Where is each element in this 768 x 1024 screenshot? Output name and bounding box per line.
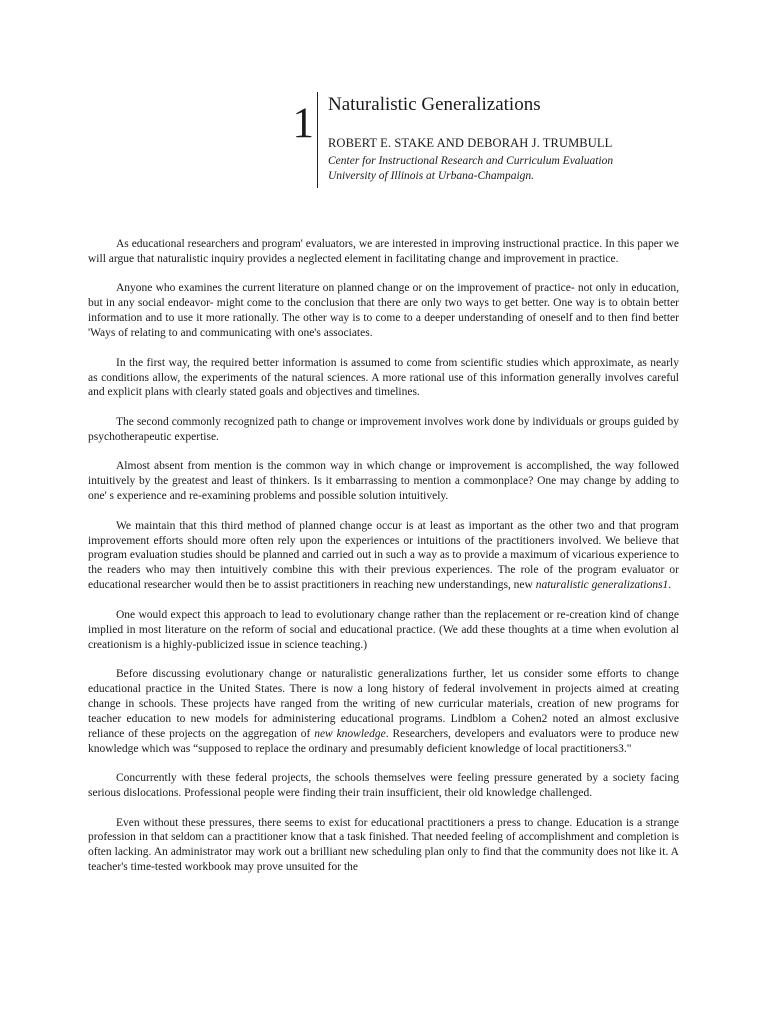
- paragraph-1: As educational researchers and program' evaluators, we are interested in improving instructional practice. In this paper we will argue that naturalistic inquiry provides a neglected element in facilitating change and improvement in practice.: [88, 238, 679, 265]
- paragraph-7: One would expect this approach to lead to evolutionary change rather than the replacement or re-creation kind of change implied in most literature on the reform of social and educational practice. (We add these thoughts at a time when evolution al creationism is a highly-publicized issue in science teaching.): [88, 608, 679, 651]
- paragraph-6-tail: .: [668, 579, 672, 592]
- chapter-authors: ROBERT E. STAKE AND DEBORAH J. TRUMBULL: [328, 136, 613, 150]
- body-text: [88, 237, 679, 890]
- chapter-divider-rule: [317, 92, 318, 188]
- paragraph-8: [88, 667, 679, 756]
- paragraph-6: [88, 519, 679, 594]
- paragraph-6-emphasis: naturalistic generalizations1: [535, 579, 669, 592]
- paragraph-9: Concurrently with these federal projects, the schools themselves were feeling pressure generated by a society facing serious dislocations. Professional people were finding their train insufficient, their old knowledge challenged.: [88, 772, 679, 800]
- paragraph-8-text: Before discussing evolutionary change or naturalistic generalizations further, let us consider some efforts to change educational practice in the United States. There is now a long history of federal involvement in projects aimed at creating change in schools. These projects have ranged from the writing of new curricular materials, creation of new programs for teacher education to new models for administering educational programs. Lindblom a Cohen2 noted an almost exclusive reliance of these projects on the aggregation of: [88, 668, 679, 740]
- chapter-number: 1: [292, 100, 314, 147]
- chapter-header: [292, 92, 613, 188]
- paragraph-10: Even without these pressures, there seems to exist for educational practitioners a press to change. Education is a strange profession in that seldom can a practitioner know that a task finished. That needed feeling of accomplishment and completion is often lacking. An administrator may work out a brilliant new scheduling plan only to find that the community does not like it. A teacher's time-tested workbook may prove unsuited for the: [88, 816, 679, 874]
- paragraph-8-emphasis: new knowledge: [314, 727, 386, 740]
- paragraph-6-text: We maintain that this third method of planned change occur is at least as important as the other two and that program improvement efforts should more often rely upon the experiences or intuitions of the practitioners involved. We believe that program evaluation studies should be planned and carried out in such a way as to provide a maximum of vicarious experience to the readers who may then intuitively combine this with their previous experiences. The role of the program evaluator or educational researcher would then be to assist practitioners in reaching new understandings, new: [88, 519, 679, 592]
- paragraph-4: The second commonly recognized path to change or improvement involves work done by individuals or groups guided by psychotherapeutic expertise.: [88, 415, 679, 443]
- chapter-info: [328, 92, 613, 188]
- paragraph-8-tail: . Researchers, developers and evaluators were to produce new knowledge which was “supposed to replace the ordinary and presumably deficient knowledge of local practitioners3.": [88, 727, 680, 755]
- affiliation-line-2: University of Illinois at Urbana-Champaign.: [328, 169, 535, 182]
- chapter-title: Naturalistic Generalizations: [328, 94, 541, 115]
- paragraph-2: Anyone who examines the current literature on planned change or on the improvement of practice- not only in education, but in any social endeavor- might come to the conclusion that there are only two ways to get better. One way is to obtain better information and to use it more rationally. The other way is to come to a deeper understanding of oneself and to then find better 'Ways of relating to and communicating with one's associates.: [88, 282, 679, 340]
- affiliation-line-1: Center for Instructional Research and Curriculum Evaluation: [328, 155, 614, 167]
- paragraph-3: In the first way, the required better information is assumed to come from scientific studies which approximate, as nearly as conditions allow, the experiments of the natural sciences. A more rational use of this information generally involves careful and explicit plans with clearly stated goals and objectives and timelines.: [88, 356, 679, 399]
- paragraph-5: Almost absent from mention is the common way in which change or improvement is accomplished, the way followed intuitively by the greatest and least of thinkers. Is it embarrassing to mention a commonplace? One may change by adding to one' s experience and re-examining problems and possible solution intuitively.: [88, 460, 679, 503]
